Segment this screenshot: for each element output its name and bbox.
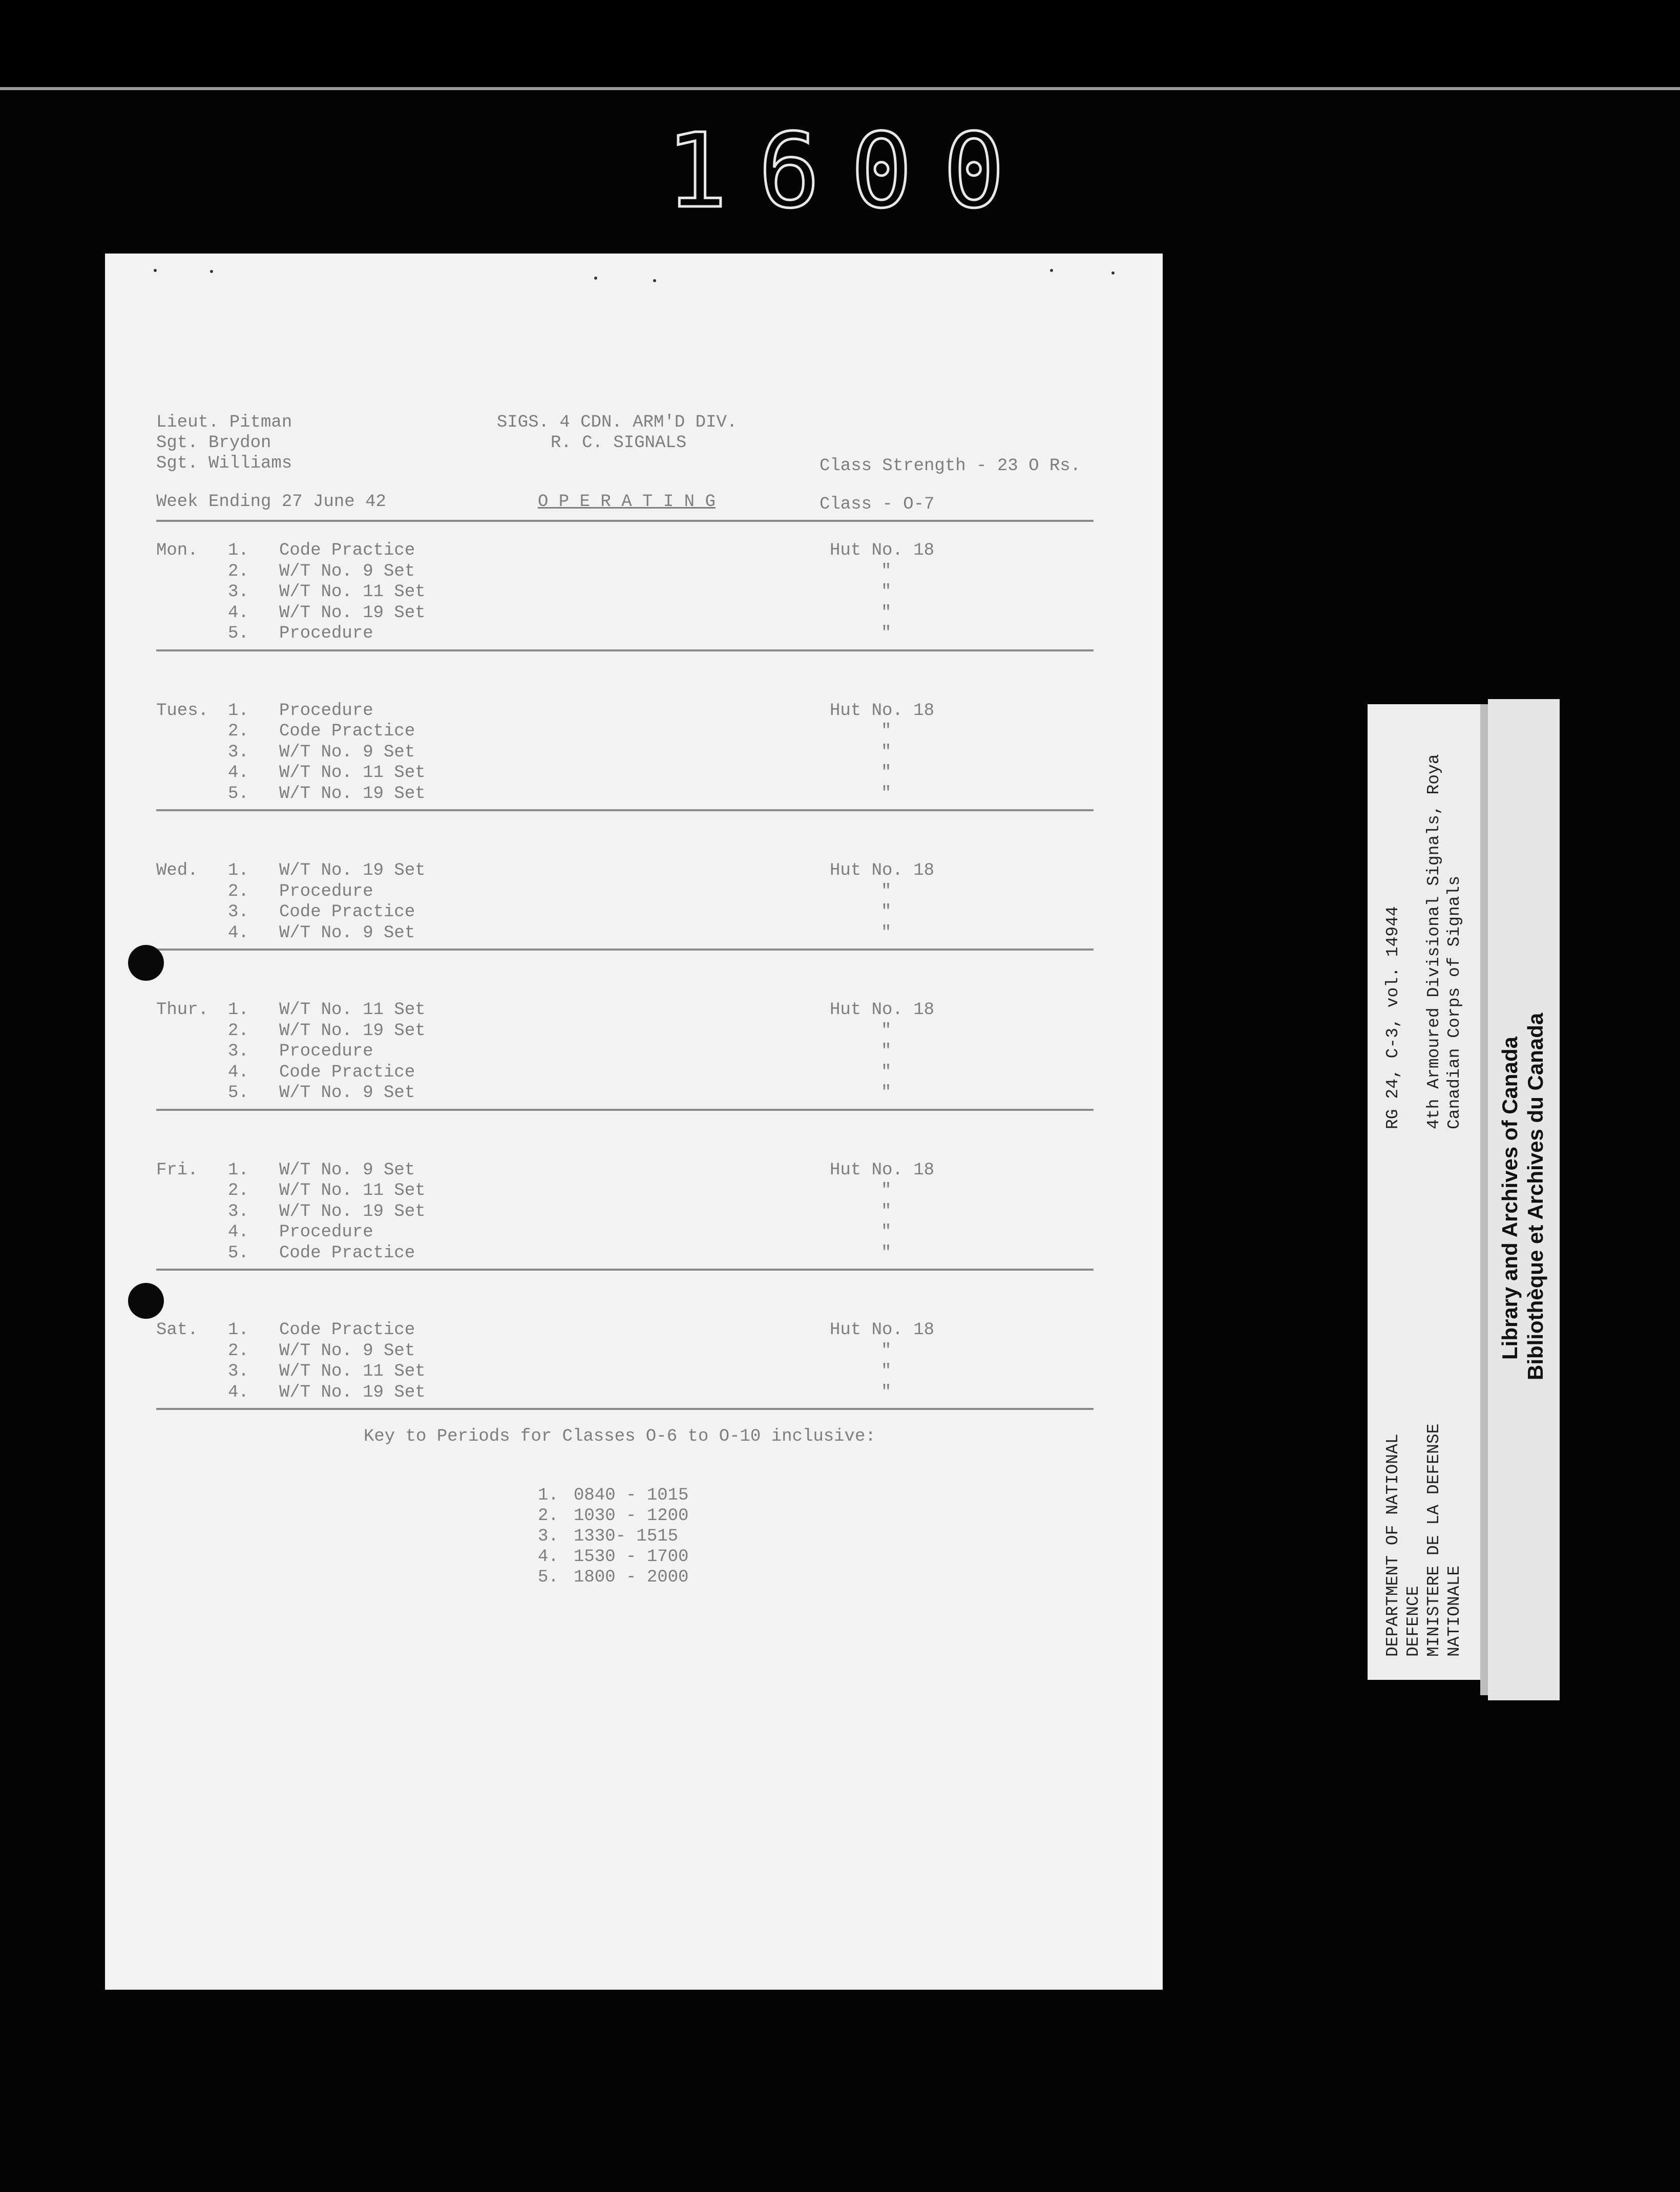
activity: W/T No. 11 Set bbox=[279, 763, 426, 783]
activity: W/T No. 9 Set bbox=[279, 742, 415, 762]
location: " bbox=[881, 582, 892, 602]
location: " bbox=[881, 1181, 892, 1200]
location: " bbox=[881, 603, 892, 623]
period-number: 4. bbox=[228, 1382, 249, 1402]
period-number: 3. bbox=[228, 902, 249, 922]
section-divider bbox=[156, 949, 1094, 951]
period-number: 2. bbox=[228, 722, 249, 741]
period-number: 1. bbox=[228, 1000, 249, 1020]
key-period-time: 1030 - 1200 bbox=[574, 1506, 689, 1526]
lac-name-en: Library and Archives of Canada bbox=[1498, 1037, 1522, 1360]
activity: Procedure bbox=[279, 1223, 373, 1242]
period-number: 1. bbox=[228, 861, 249, 880]
period-number: 4. bbox=[228, 1223, 249, 1242]
location: " bbox=[881, 1202, 892, 1221]
archive-reference-card bbox=[1368, 704, 1480, 1680]
section-divider bbox=[156, 520, 1094, 522]
activity: W/T No. 19 Set bbox=[279, 1382, 426, 1402]
location: " bbox=[881, 722, 892, 741]
location: Hut No. 18 bbox=[830, 701, 935, 721]
period-number: 5. bbox=[228, 1243, 249, 1263]
location: " bbox=[881, 881, 892, 901]
period-number: 2. bbox=[228, 1341, 249, 1361]
location: " bbox=[881, 1083, 892, 1103]
activity: W/T No. 11 Set bbox=[279, 1181, 426, 1200]
period-number: 3. bbox=[228, 1202, 249, 1221]
punch-hole bbox=[128, 945, 164, 981]
location: " bbox=[881, 1362, 892, 1381]
day-label: Fri. bbox=[156, 1160, 198, 1180]
document-page bbox=[105, 254, 1163, 1990]
location: Hut No. 18 bbox=[830, 1160, 935, 1180]
location: " bbox=[881, 1042, 892, 1061]
location: " bbox=[881, 1341, 892, 1361]
unit-description: Canadian Corps of Signals bbox=[1445, 875, 1464, 1129]
period-number: 1. bbox=[228, 1320, 249, 1340]
week-ending: Week Ending 27 June 42 bbox=[156, 492, 386, 512]
period-number: 5. bbox=[228, 624, 249, 643]
key-period-number: 3. bbox=[538, 1527, 559, 1546]
class-label: Class - O-7 bbox=[820, 495, 935, 514]
department-line: MINISTERE DE LA DEFENSE bbox=[1424, 1423, 1443, 1657]
location: " bbox=[881, 784, 892, 804]
activity: W/T No. 19 Set bbox=[279, 1202, 426, 1221]
activity: Code Practice bbox=[279, 902, 415, 922]
section-divider bbox=[156, 1269, 1094, 1271]
activity: Code Practice bbox=[279, 1062, 415, 1082]
key-title: Key to Periods for Classes O-6 to O-10 inclusive: bbox=[364, 1427, 876, 1446]
film-edge-line bbox=[0, 87, 1680, 90]
location: Hut No. 18 bbox=[830, 541, 935, 560]
period-number: 3. bbox=[228, 582, 249, 602]
period-number: 3. bbox=[228, 742, 249, 762]
location: " bbox=[881, 923, 892, 943]
activity: W/T No. 11 Set bbox=[279, 1000, 426, 1020]
speck bbox=[594, 277, 597, 280]
activity: W/T No. 19 Set bbox=[279, 603, 426, 623]
location: Hut No. 18 bbox=[830, 1320, 935, 1340]
period-number: 5. bbox=[228, 1083, 249, 1103]
day-label: Wed. bbox=[156, 861, 198, 880]
period-number: 2. bbox=[228, 561, 249, 581]
period-number: 2. bbox=[228, 881, 249, 901]
section-divider bbox=[156, 809, 1094, 811]
location: " bbox=[881, 1223, 892, 1242]
key-period-number: 5. bbox=[538, 1568, 559, 1587]
unit-name: SIGS. 4 CDN. ARM'D DIV. bbox=[497, 413, 738, 432]
activity: Procedure bbox=[279, 701, 373, 721]
period-number: 1. bbox=[228, 1160, 249, 1180]
unit-description: 4th Armoured Divisional Signals, Roya bbox=[1424, 754, 1443, 1129]
activity: Code Practice bbox=[279, 1320, 415, 1340]
activity: W/T No. 9 Set bbox=[279, 1083, 415, 1103]
film-top-strip bbox=[0, 0, 1680, 87]
section-divider bbox=[156, 1109, 1094, 1111]
period-number: 4. bbox=[228, 603, 249, 623]
key-period-number: 2. bbox=[538, 1506, 559, 1526]
location: " bbox=[881, 1062, 892, 1082]
punch-hole bbox=[128, 1283, 164, 1319]
period-number: 4. bbox=[228, 1062, 249, 1082]
activity: W/T No. 11 Set bbox=[279, 1362, 426, 1381]
period-number: 1. bbox=[228, 701, 249, 721]
officer-line: Sgt. Williams bbox=[156, 454, 292, 473]
activity: W/T No. 9 Set bbox=[279, 1160, 415, 1180]
period-number: 3. bbox=[228, 1042, 249, 1061]
period-number: 2. bbox=[228, 1021, 249, 1041]
speck bbox=[653, 279, 656, 282]
archive-reference: RG 24, C-3, vol. 14944 bbox=[1383, 906, 1402, 1129]
department-line: DEFENCE bbox=[1404, 1586, 1423, 1657]
location: " bbox=[881, 1243, 892, 1263]
activity: Procedure bbox=[279, 1042, 373, 1061]
key-period-time: 1330- 1515 bbox=[574, 1527, 679, 1546]
activity: Code Practice bbox=[279, 722, 415, 741]
key-period-time: 1800 - 2000 bbox=[574, 1568, 689, 1587]
period-number: 3. bbox=[228, 1362, 249, 1381]
activity: Procedure bbox=[279, 881, 373, 901]
officer-line: Lieut. Pitman bbox=[156, 413, 292, 432]
day-label: Mon. bbox=[156, 541, 198, 560]
activity: Code Practice bbox=[279, 1243, 415, 1263]
department-line: NATIONALE bbox=[1445, 1565, 1464, 1657]
section-divider bbox=[156, 1408, 1094, 1410]
period-number: 5. bbox=[228, 784, 249, 804]
activity: W/T No. 9 Set bbox=[279, 1341, 415, 1361]
key-period-time: 0840 - 1015 bbox=[574, 1486, 689, 1505]
location: " bbox=[881, 1021, 892, 1041]
activity: W/T No. 9 Set bbox=[279, 923, 415, 943]
frame-number: 1600 bbox=[666, 112, 1036, 231]
section-divider bbox=[156, 649, 1094, 651]
location: Hut No. 18 bbox=[830, 861, 935, 880]
speck bbox=[1111, 271, 1115, 275]
activity: W/T No. 19 Set bbox=[279, 861, 426, 880]
officer-line: Sgt. Brydon bbox=[156, 433, 271, 453]
activity: W/T No. 19 Set bbox=[279, 784, 426, 804]
location: " bbox=[881, 624, 892, 643]
lac-stamp bbox=[1488, 699, 1560, 1700]
activity: W/T No. 9 Set bbox=[279, 561, 415, 581]
lac-name-fr: Bibliothèque et Archives du Canada bbox=[1523, 1013, 1547, 1380]
period-number: 2. bbox=[228, 1181, 249, 1200]
activity: W/T No. 11 Set bbox=[279, 582, 426, 602]
speck bbox=[210, 270, 213, 273]
key-period-number: 4. bbox=[538, 1547, 559, 1567]
key-period-time: 1530 - 1700 bbox=[574, 1547, 689, 1567]
page-title: O P E R A T I N G bbox=[538, 492, 716, 512]
location: " bbox=[881, 742, 892, 762]
activity: W/T No. 19 Set bbox=[279, 1021, 426, 1041]
activity: Code Practice bbox=[279, 541, 415, 560]
location: " bbox=[881, 763, 892, 783]
speck bbox=[154, 269, 157, 272]
activity: Procedure bbox=[279, 624, 373, 643]
location: " bbox=[881, 902, 892, 922]
location: " bbox=[881, 561, 892, 581]
location: " bbox=[881, 1382, 892, 1402]
speck bbox=[1050, 269, 1053, 272]
label-divider bbox=[1480, 704, 1488, 1695]
period-number: 1. bbox=[228, 541, 249, 560]
key-period-number: 1. bbox=[538, 1486, 559, 1505]
day-label: Tues. bbox=[156, 701, 209, 721]
period-number: 4. bbox=[228, 763, 249, 783]
day-label: Sat. bbox=[156, 1320, 198, 1340]
class-strength: Class Strength - 23 O Rs. bbox=[820, 456, 1081, 476]
corps-name: R. C. SIGNALS bbox=[551, 433, 687, 453]
day-label: Thur. bbox=[156, 1000, 209, 1020]
location: Hut No. 18 bbox=[830, 1000, 935, 1020]
period-number: 4. bbox=[228, 923, 249, 943]
department-line: DEPARTMENT OF NATIONAL bbox=[1383, 1434, 1402, 1657]
